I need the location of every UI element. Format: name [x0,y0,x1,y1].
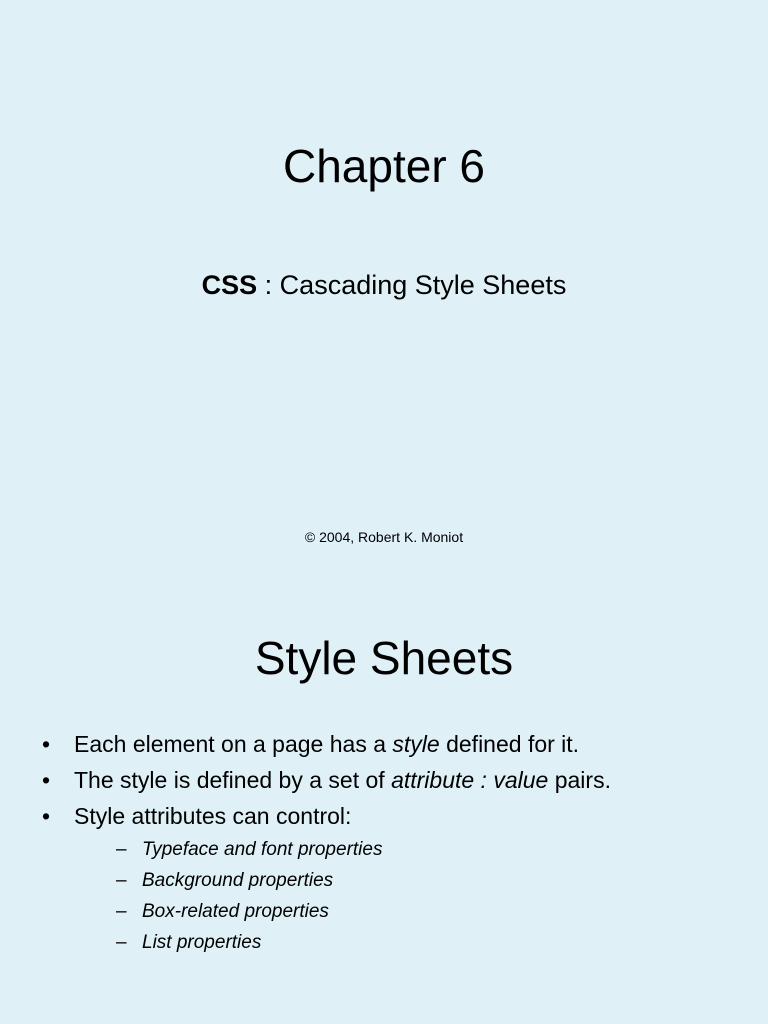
sub-bullet-item [74,865,740,896]
bullet-emphasis: attribute : value [391,767,549,793]
subtitle-text: : Cascading Style Sheets [257,270,567,300]
bullet-glyph: • [42,767,51,793]
sub-bullet-list [74,834,740,958]
slide-title: Style Sheets [254,632,514,684]
sub-bullet-text: Background properties [142,870,334,891]
bullet-list [40,726,740,958]
bullet-item [40,726,740,762]
bullet-text: Each element on a page has a [74,731,393,757]
bullet-item [40,798,740,958]
bullet-emphasis: style [392,731,440,757]
dash-glyph: – [116,901,127,922]
bullet-text: defined for it. [439,731,580,757]
subtitle-acronym: CSS [201,270,258,300]
dash-glyph: – [116,870,127,891]
sub-bullet-text: List properties [142,932,262,953]
bullet-glyph: • [42,803,51,829]
bullet-text: The style is defined by a set of [74,767,392,793]
bullet-glyph: • [42,731,51,757]
chapter-title: Chapter 6 [282,140,485,192]
sub-bullet-text: Typeface and font properties [142,839,383,860]
bullet-item [40,762,740,798]
bullet-text: pairs. [548,767,611,793]
dash-glyph: – [116,932,127,953]
sub-bullet-item [74,927,740,958]
dash-glyph: – [116,839,127,860]
sub-bullet-text: Box-related properties [142,901,329,922]
copyright-notice: © 2004, Robert K. Moniot [304,529,464,545]
chapter-subtitle [0,268,768,302]
sub-bullet-item [74,896,740,927]
bullet-text: Style attributes can control: [74,803,352,829]
sub-bullet-item [74,834,740,865]
slide-style-sheets [0,600,768,1024]
